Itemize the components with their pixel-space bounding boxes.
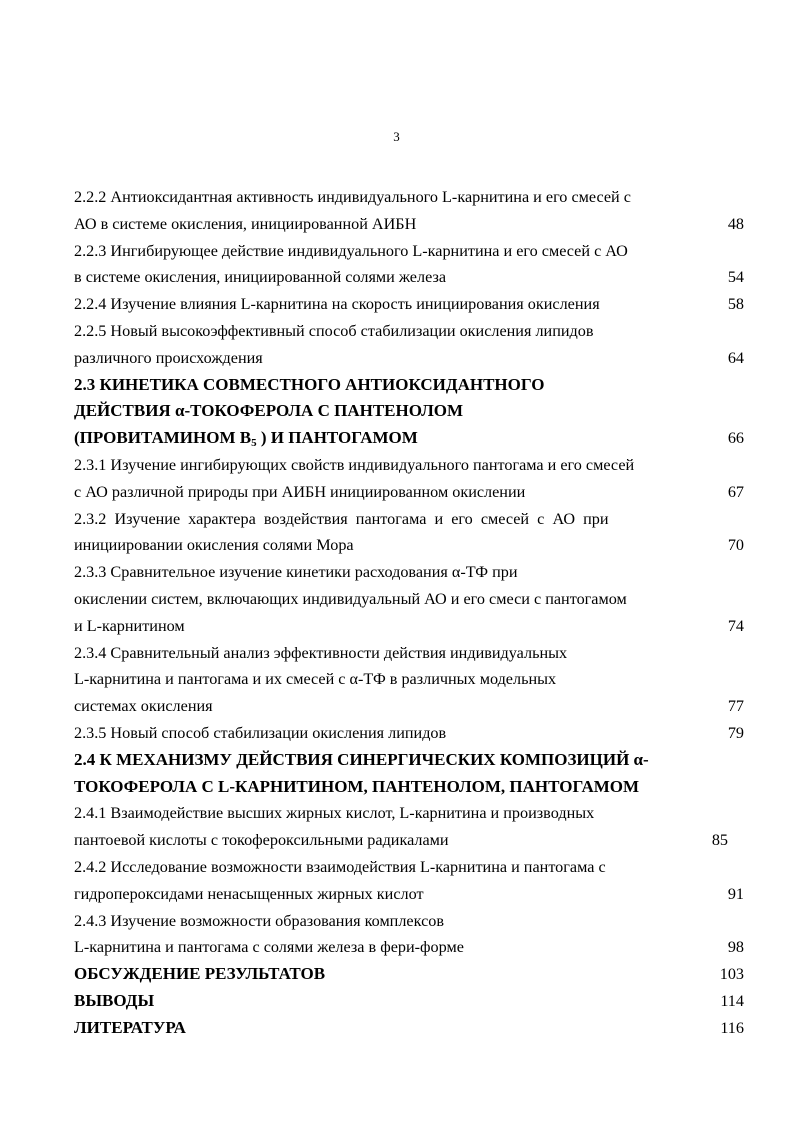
toc-entry-text: 2.2.2 Антиоксидантная активность индивидуального L-карнитина и его смесей с xyxy=(74,188,631,206)
toc-section-heading xyxy=(74,988,746,1015)
toc-subscript: 5 xyxy=(251,437,257,450)
toc-entry-text: АО в системе окисления, инициированной АИБН xyxy=(74,214,417,233)
toc-page-number: 66 xyxy=(727,429,744,448)
toc-entry-text: 2.3.3 Сравнительное изучение кинетики расходования α-ТФ при xyxy=(74,563,518,582)
toc-page-number: 114 xyxy=(720,991,744,1010)
toc-entry-text: окислении систем, включающих индивидуальный АО и его смеси с пантогамом xyxy=(74,589,627,608)
toc-entry-text: ДЕЙСТВИЯ α-ТОКОФЕРОЛА С ПАНТЕНОЛОМ xyxy=(74,401,464,421)
toc-line xyxy=(74,532,746,559)
toc-page-number: 98 xyxy=(727,938,744,957)
toc-line xyxy=(74,452,746,479)
toc-entry-text: L-карнитина и пантогама и их смесей с α-ТФ в различных модельных xyxy=(74,670,557,689)
toc-entry-text: ТОКОФЕРОЛА С L-КАРНИТИНОМ, ПАНТЕНОЛОМ, ПАНТОГАМОМ xyxy=(74,776,640,796)
toc-page-number: 79 xyxy=(727,723,744,742)
toc-entry-text: 2.3.5 Новый способ стабилизации окисления липидов xyxy=(74,723,447,742)
toc-entry-text: системах окисления xyxy=(74,697,213,716)
toc-entry-text: 2.2.4 Изучение влияния L-карнитина на скорость инициирования окисления xyxy=(74,295,600,314)
toc-entry-text xyxy=(74,425,418,452)
toc-line xyxy=(74,264,746,291)
toc-entry-text: с АО различной природы при АИБН инициированном окислении xyxy=(74,482,526,501)
toc-line xyxy=(74,559,746,586)
toc-section-heading xyxy=(74,372,746,399)
toc-section-heading xyxy=(74,961,746,988)
toc-line xyxy=(74,613,746,640)
toc-page-number: 77 xyxy=(727,697,744,716)
toc-line xyxy=(74,640,746,667)
toc-entry-text: 2.4 К МЕХАНИЗМУ ДЕЙСТВИЯ СИНЕРГИЧЕСКИХ КОМПОЗИЦИЙ α- xyxy=(74,749,649,769)
toc-page-number: 74 xyxy=(727,616,744,635)
table-of-contents xyxy=(74,184,746,1042)
toc-entry-text: и L-карнитином xyxy=(74,616,185,635)
toc-entry-text: ВЫВОДЫ xyxy=(74,990,155,1010)
toc-line xyxy=(74,318,746,345)
toc-line xyxy=(74,854,746,881)
toc-entry-text: 2.3.1 Изучение ингибирующих свойств индивидуального пантогама и его смесей xyxy=(74,455,635,474)
toc-entry-text: гидропероксидами ненасыщенных жирных кислот xyxy=(74,884,424,903)
page-number: 3 xyxy=(393,129,400,144)
toc-page-number: 58 xyxy=(727,295,744,314)
toc-entry-text: 2.2.3 Ингибирующее действие индивидуального L-карнитина и его смесей с АО xyxy=(74,241,628,260)
toc-entry-text: 2.2.5 Новый высокоэффективный способ стабилизации окисления липидов xyxy=(74,321,594,340)
toc-line xyxy=(74,693,746,720)
toc-page-number: 85 xyxy=(711,831,728,850)
toc-line xyxy=(74,345,746,372)
toc-line xyxy=(74,934,746,961)
toc-page-number: 64 xyxy=(727,348,744,367)
toc-page-number: 116 xyxy=(720,1018,744,1037)
toc-page-number: 70 xyxy=(727,536,744,555)
toc-line xyxy=(74,211,746,238)
toc-entry-text: 2.3.2 Изучение характера воздействия пантогама и его смесей с АО при xyxy=(74,509,609,528)
toc-line xyxy=(74,666,746,693)
toc-page-number: 103 xyxy=(719,965,744,984)
toc-line xyxy=(74,238,746,265)
toc-entry-text: 2.4.2 Исследование возможности взаимодействия L-карнитина и пантогама с xyxy=(74,857,606,876)
toc-line xyxy=(74,479,746,506)
toc-line xyxy=(74,506,746,533)
toc-text-part: ) И ПАНТОГАМОМ xyxy=(256,428,418,448)
toc-entry-text: 2.4.3 Изучение возможности образования комплексов xyxy=(74,911,444,930)
toc-page-number: 48 xyxy=(727,214,744,233)
toc-line xyxy=(74,291,746,318)
toc-section-heading xyxy=(74,774,746,801)
toc-page-number: 91 xyxy=(727,884,744,903)
toc-entry-text: 2.3.4 Сравнительный анализ эффективности действия индивидуальных xyxy=(74,643,568,662)
toc-entry-text: в системе окисления, инициированной солями железа xyxy=(74,268,447,287)
toc-page-number: 54 xyxy=(727,268,744,287)
toc-entry-text: L-карнитина и пантогама с солями железа в фери-форме xyxy=(74,938,464,957)
toc-text-part: (ПРОВИТАМИНОМ B xyxy=(74,428,252,448)
toc-line xyxy=(74,827,746,854)
toc-line xyxy=(74,720,746,747)
toc-page-number: 67 xyxy=(727,482,744,501)
toc-entry-text: инициировании окисления солями Мора xyxy=(74,536,354,555)
toc-section-heading xyxy=(74,1015,746,1042)
toc-entry-text: 2.4.1 Взаимодействие высших жирных кислот, L-карнитина и производных xyxy=(74,804,595,823)
toc-section-heading xyxy=(74,747,746,774)
toc-section-heading xyxy=(74,425,746,452)
toc-entry-text: 2.3 КИНЕТИКА СОВМЕСТНОГО АНТИОКСИДАНТНОГО xyxy=(74,374,545,394)
toc-line xyxy=(74,586,746,613)
toc-line xyxy=(74,184,746,211)
toc-entry-text: ЛИТЕРАТУРА xyxy=(74,1017,186,1037)
toc-entry-text: пантоевой кислоты с токофероксильными радикалами xyxy=(74,831,449,850)
toc-line xyxy=(74,908,746,935)
toc-line xyxy=(74,800,746,827)
toc-section-heading xyxy=(74,398,746,425)
toc-entry-text: ОБСУЖДЕНИЕ РЕЗУЛЬТАТОВ xyxy=(74,964,326,984)
toc-entry-text: различного происхождения xyxy=(74,348,263,367)
toc-line xyxy=(74,881,746,908)
